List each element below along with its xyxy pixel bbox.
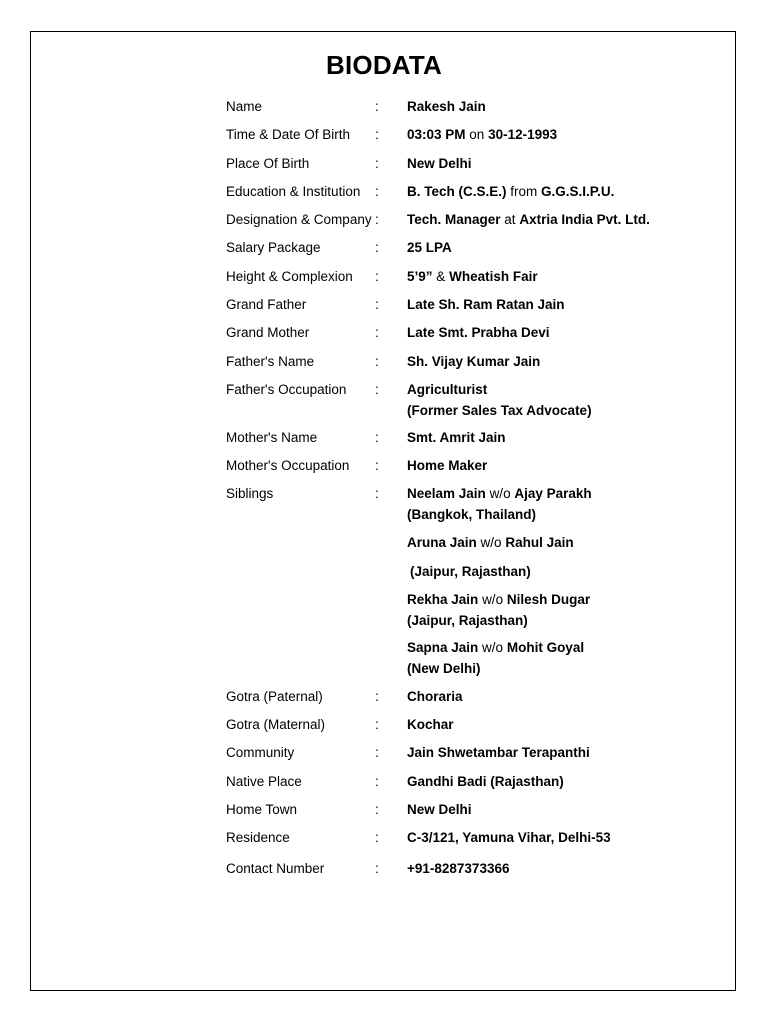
field-value: +91-8287373366 bbox=[407, 861, 510, 876]
field-label: Contact Number bbox=[226, 861, 325, 876]
occupation-line-1: Agriculturist bbox=[407, 382, 488, 397]
sibling-location: (Jaipur, Rajasthan) bbox=[407, 613, 528, 628]
field-label: Name bbox=[226, 99, 263, 114]
sibling-joiner: w/o bbox=[489, 486, 511, 501]
field-label: Grand Mother bbox=[226, 325, 310, 340]
sibling-name: Neelam Jain bbox=[407, 486, 486, 501]
colon: : bbox=[375, 745, 379, 760]
colon: : bbox=[375, 297, 379, 312]
colon: : bbox=[375, 774, 379, 789]
colon: : bbox=[375, 830, 379, 845]
designation-joiner: at bbox=[504, 212, 516, 227]
sibling-spouse: Nilesh Dugar bbox=[506, 592, 591, 607]
field-value: Sh. Vijay Kumar Jain bbox=[407, 354, 541, 369]
colon: : bbox=[375, 486, 379, 501]
sibling-4 bbox=[407, 637, 584, 679]
field-label: Mother's Occupation bbox=[226, 458, 350, 473]
title-text: BIODATA bbox=[326, 50, 442, 80]
field-value: New Delhi bbox=[407, 156, 472, 171]
colon: : bbox=[375, 184, 379, 199]
field-label: Mother's Name bbox=[226, 430, 318, 445]
field-label: Grand Father bbox=[226, 297, 307, 312]
height-joiner: & bbox=[436, 269, 446, 284]
colon: : bbox=[375, 382, 379, 397]
colon: : bbox=[375, 717, 379, 732]
designation-role: Tech. Manager bbox=[407, 212, 501, 227]
field-label: Designation & Company bbox=[226, 212, 372, 227]
field-value bbox=[407, 209, 650, 230]
height-value: 5’9” bbox=[407, 269, 433, 284]
field-value bbox=[407, 124, 557, 145]
field-label: Father's Occupation bbox=[226, 382, 347, 397]
colon: : bbox=[375, 458, 379, 473]
field-value: Smt. Amrit Jain bbox=[407, 430, 506, 445]
field-value: Late Sh. Ram Ratan Jain bbox=[407, 297, 565, 312]
field-label: Gotra (Maternal) bbox=[226, 717, 326, 732]
occupation-line-2: (Former Sales Tax Advocate) bbox=[407, 403, 592, 418]
field-value bbox=[407, 266, 538, 287]
sibling-name: Sapna Jain bbox=[407, 640, 479, 655]
sibling-location: (Bangkok, Thailand) bbox=[407, 507, 537, 522]
colon: : bbox=[375, 689, 379, 704]
colon: : bbox=[375, 212, 379, 227]
field-value: Jain Shwetambar Terapanthi bbox=[407, 745, 590, 760]
colon: : bbox=[375, 325, 379, 340]
complexion-value: Wheatish Fair bbox=[449, 269, 538, 284]
page-border bbox=[30, 31, 736, 991]
education-institution: G.G.S.I.P.U. bbox=[541, 184, 615, 199]
colon: : bbox=[375, 240, 379, 255]
field-value: Kochar bbox=[407, 717, 454, 732]
field-value: C-3/121, Yamuna Vihar, Delhi-53 bbox=[407, 830, 611, 845]
field-label: Siblings bbox=[226, 486, 274, 501]
birth-joiner: on bbox=[469, 127, 485, 142]
field-value: Choraria bbox=[407, 689, 463, 704]
field-value bbox=[407, 379, 592, 421]
sibling-joiner: w/o bbox=[482, 640, 504, 655]
birth-time: 03:03 PM bbox=[407, 127, 466, 142]
field-label: Residence bbox=[226, 830, 290, 845]
colon: : bbox=[375, 269, 379, 284]
field-value: Home Maker bbox=[407, 458, 488, 473]
field-label: Salary Package bbox=[226, 240, 321, 255]
page-title bbox=[0, 50, 768, 81]
field-value: Rakesh Jain bbox=[407, 99, 486, 114]
sibling-name: Rekha Jain bbox=[407, 592, 479, 607]
field-value: Late Smt. Prabha Devi bbox=[407, 325, 550, 340]
field-label: Home Town bbox=[226, 802, 298, 817]
sibling-name: Aruna Jain bbox=[407, 535, 477, 550]
colon: : bbox=[375, 99, 379, 114]
field-label: Education & Institution bbox=[226, 184, 361, 199]
sibling-joiner: w/o bbox=[480, 535, 502, 550]
field-label: Native Place bbox=[226, 774, 302, 789]
colon: : bbox=[375, 802, 379, 817]
field-label: Gotra (Paternal) bbox=[226, 689, 323, 704]
field-label: Community bbox=[226, 745, 295, 760]
colon: : bbox=[375, 156, 379, 171]
sibling-2 bbox=[407, 532, 574, 553]
field-value: New Delhi bbox=[407, 802, 472, 817]
field-label: Time & Date Of Birth bbox=[226, 127, 351, 142]
field-value: Gandhi Badi (Rajasthan) bbox=[407, 774, 564, 789]
sibling-1 bbox=[407, 483, 592, 525]
colon: : bbox=[375, 354, 379, 369]
sibling-spouse: Mohit Goyal bbox=[506, 640, 585, 655]
sibling-spouse: Ajay Parakh bbox=[514, 486, 592, 501]
education-joiner: from bbox=[510, 184, 538, 199]
field-value bbox=[407, 181, 614, 202]
field-label: Father's Name bbox=[226, 354, 315, 369]
field-value: 25 LPA bbox=[407, 240, 452, 255]
sibling-joiner: w/o bbox=[482, 592, 504, 607]
colon: : bbox=[375, 861, 379, 876]
designation-company: Axtria India Pvt. Ltd. bbox=[519, 212, 650, 227]
colon: : bbox=[375, 430, 379, 445]
sibling-location: (Jaipur, Rajasthan) bbox=[410, 564, 531, 579]
sibling-location: (New Delhi) bbox=[407, 661, 481, 676]
field-label: Height & Complexion bbox=[226, 269, 353, 284]
sibling-3 bbox=[407, 589, 590, 631]
sibling-spouse: Rahul Jain bbox=[505, 535, 574, 550]
field-label: Place Of Birth bbox=[226, 156, 310, 171]
colon: : bbox=[375, 127, 379, 142]
birth-date: 30-12-1993 bbox=[488, 127, 558, 142]
education-degree: B. Tech (C.S.E.) bbox=[407, 184, 507, 199]
